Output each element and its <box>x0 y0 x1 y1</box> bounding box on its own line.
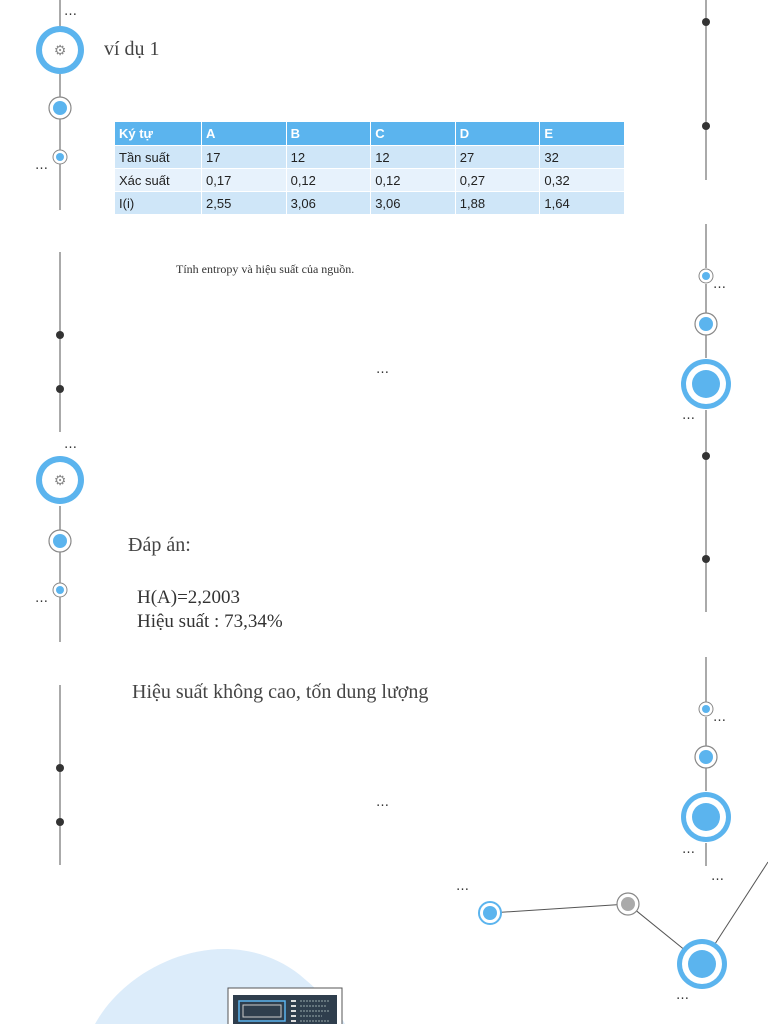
timeline-node-small <box>699 269 713 283</box>
table-cell: 32 <box>540 146 625 169</box>
monitor-illustration <box>228 988 342 1024</box>
table-cell: 12 <box>286 146 371 169</box>
timeline-dot <box>56 331 64 339</box>
timeline-node-small <box>53 583 67 597</box>
network-node-medium <box>479 902 501 924</box>
answer-label: Đáp án: <box>128 534 191 556</box>
slide-ellipsis: … <box>376 795 390 810</box>
table-row <box>115 169 625 192</box>
table-header-row <box>115 122 625 146</box>
table-cell: 17 <box>202 146 287 169</box>
icon-node-large <box>36 456 84 504</box>
timeline-dot <box>56 818 64 826</box>
table-cell: Xác suất <box>115 169 202 192</box>
table-row <box>115 192 625 215</box>
network-node-target <box>677 939 727 989</box>
ellipsis-mark: … <box>682 408 696 423</box>
icon-node-large <box>36 26 84 74</box>
ellipsis-mark: … <box>35 158 49 173</box>
slide-ellipsis: … <box>376 362 390 377</box>
entropy-result: H(A)=2,2003 <box>137 587 241 608</box>
efficiency-result: Hiệu suất : 73,34% <box>137 611 283 632</box>
table-cell: 0,12 <box>286 169 371 192</box>
svg-text:⚙: ⚙ <box>53 43 67 59</box>
timeline-node-medium <box>695 746 717 768</box>
timeline-dot <box>702 555 710 563</box>
ellipsis-mark: … <box>713 710 727 725</box>
table-cell: 12 <box>371 146 456 169</box>
ellipsis-mark: … <box>676 988 690 1003</box>
table-cell: 27 <box>455 146 540 169</box>
timeline-dot <box>702 18 710 26</box>
table-cell: 0,27 <box>455 169 540 192</box>
table-cell: 0,32 <box>540 169 625 192</box>
table-cell: 3,06 <box>286 192 371 215</box>
table-cell: 3,06 <box>371 192 456 215</box>
timeline-dot <box>702 452 710 460</box>
table-header-cell: A <box>202 122 287 146</box>
table-header-cell: Ký tự <box>115 122 202 146</box>
ellipsis-mark: … <box>64 437 78 452</box>
table-header-cell: C <box>371 122 456 146</box>
slide-title: ví dụ 1 <box>104 38 160 60</box>
timeline-node-target <box>681 359 731 409</box>
ellipsis-mark: … <box>682 842 696 857</box>
timeline-dot <box>702 122 710 130</box>
svg-text:⚙: ⚙ <box>53 473 67 489</box>
table-row <box>115 146 625 169</box>
table-cell: 0,17 <box>202 169 287 192</box>
ellipsis-mark: … <box>713 277 727 292</box>
ellipsis-mark: … <box>35 591 49 606</box>
timeline-dot <box>56 764 64 772</box>
ellipsis-mark: … <box>711 869 725 884</box>
table-cell: I(i) <box>115 192 202 215</box>
table-cell: Tần suất <box>115 146 202 169</box>
table-header-cell: B <box>286 122 371 146</box>
conclusion-text: Hiệu suất không cao, tốn dung lượng <box>132 681 429 703</box>
frequency-table <box>115 122 625 214</box>
timeline-dot <box>56 385 64 393</box>
exercise-caption: Tính entropy và hiệu suất của nguồn. <box>176 262 355 276</box>
table-cell: 0,12 <box>371 169 456 192</box>
table-header-cell: E <box>540 122 625 146</box>
table-cell: 1,88 <box>455 192 540 215</box>
timeline-node-medium <box>695 313 717 335</box>
timeline-node-medium <box>49 97 71 119</box>
timeline-node-small <box>699 702 713 716</box>
table-cell: 1,64 <box>540 192 625 215</box>
table-cell: 2,55 <box>202 192 287 215</box>
timeline-node-small <box>53 150 67 164</box>
ellipsis-mark: … <box>456 879 470 894</box>
timeline-node-target <box>681 792 731 842</box>
timeline-node-medium <box>49 530 71 552</box>
network-connector <box>490 904 628 913</box>
table-header-cell: D <box>455 122 540 146</box>
network-node-medium <box>617 893 639 915</box>
ellipsis-mark: … <box>64 4 78 19</box>
